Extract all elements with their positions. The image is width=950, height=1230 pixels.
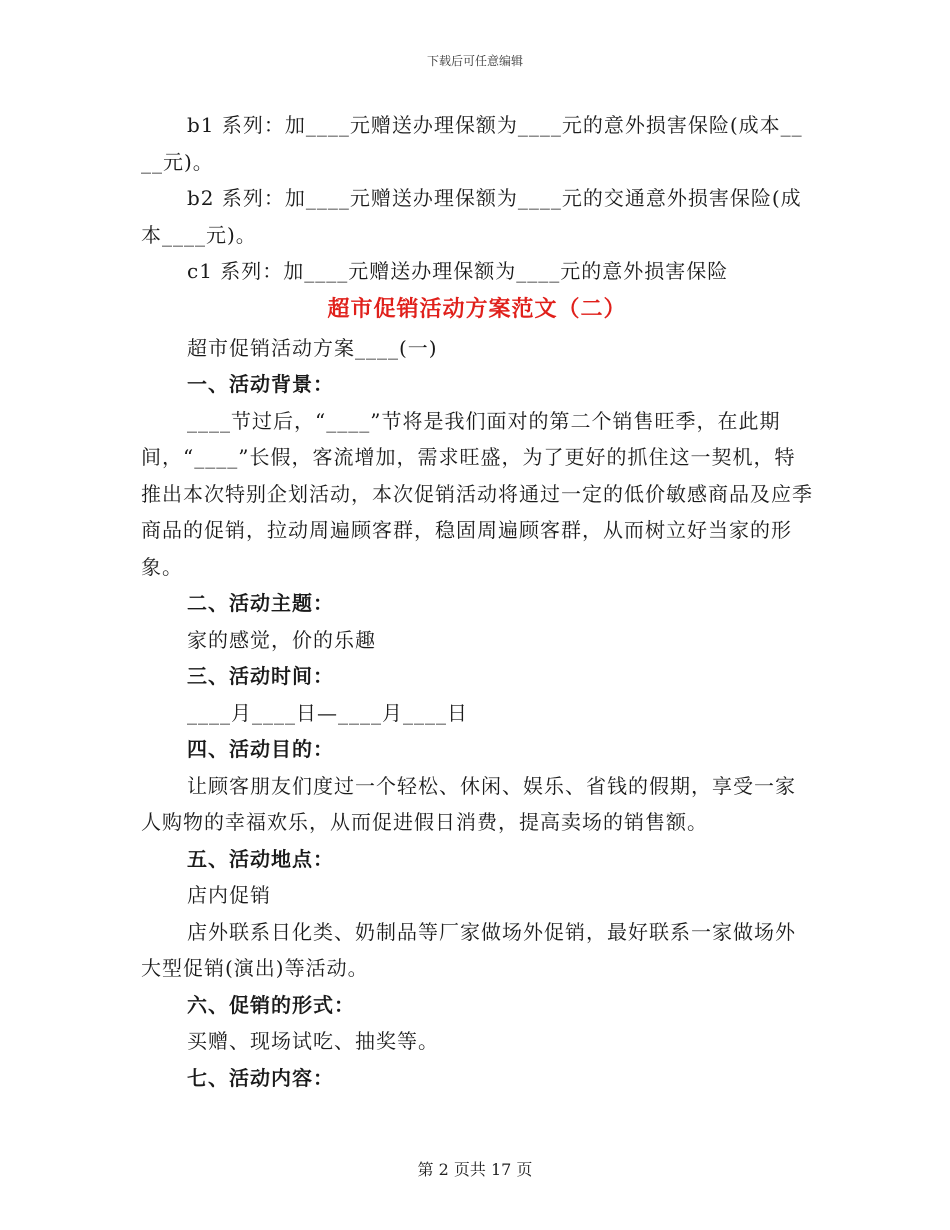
heading-content: 七、活动内容： [187, 1065, 334, 1090]
heading-time: 三、活动时间： [187, 664, 334, 688]
paragraph-purpose: 让顾客朋友们度过一个轻松、休闲、娱乐、省钱的假期，享受一家人购物的幸福欢乐，从而促进假日消费，提高卖场的销售额。 [141, 773, 796, 834]
paragraph-location-1: 店内促销 [187, 883, 271, 907]
paragraph-b1: b1 系列：加____元赠送办理保额为____元的意外损害保险(成本____元)。 [141, 113, 803, 174]
heading-theme: 二、活动主题： [187, 591, 334, 615]
paragraph-time: ____月____日—____月____日 [187, 700, 468, 725]
paragraph-c1: c1 系列：加____元赠送办理保额为____元的意外损害保险 [187, 259, 729, 283]
subtitle: 超市促销活动方案____(一) [187, 335, 438, 360]
heading-promotion-form: 六、促销的形式： [187, 992, 355, 1017]
page-footer: 第 2 页共 17 页 [417, 1160, 533, 1179]
paragraph-b2: b2 系列：加____元赠送办理保额为____元的交通意外损害保险(成本____元)。 [141, 186, 802, 247]
section-title: 超市促销活动方案范文（二） [327, 296, 627, 322]
heading-purpose: 四、活动目的： [187, 737, 334, 761]
document-body [141, 107, 813, 1096]
paragraph-promotion-form: 买赠、现场试吃、抽奖等。 [187, 1029, 439, 1053]
paragraph-theme: 家的感觉，价的乐趣 [187, 627, 376, 652]
page-header: 下载后可任意编辑 [426, 54, 523, 68]
heading-location: 五、活动地点： [187, 846, 334, 871]
paragraph-location-2: 店外联系日化类、奶制品等厂家做场外促销，最好联系一家做场外大型促销(演出)等活动。 [141, 919, 796, 980]
heading-background: 一、活动背景： [187, 372, 334, 396]
paragraph-background: ____节过后，“____”节将是我们面对的第二个销售旺季，在此期间，“____”长假，客流增加，需求旺盛，为了更好的抓住这一契机，特推出本次特别企划活动，本次促销活动将通过一定的低价敏感商品及应季商品的促销，拉动周遍顾客群，稳固周遍顾客群，从而树立好当家的形象。 [141, 408, 813, 579]
